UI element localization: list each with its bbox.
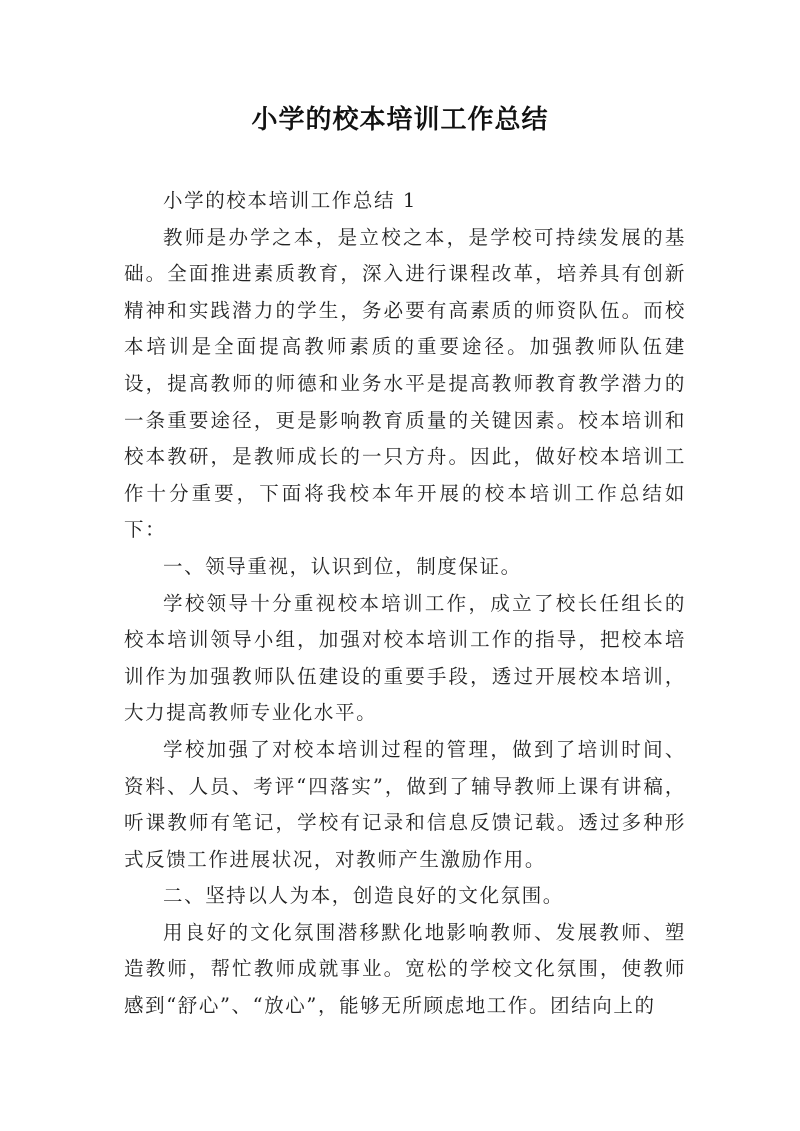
section-heading: 一、领导重视，认识到位，制度保证。 (163, 554, 522, 578)
document-title: 小学的校本培训工作总结 (251, 105, 549, 135)
paragraph: 教师是办学之本，是立校之本，是学校可持续发展的基础。全面推进素质教育，深入进行课程改革，培养具有创新精神和实践潜力的学生，务必要有高素质的师资队伍。而校本培训是全面提高教师素质的重要途径。加强教师队伍建设，提高教师的师德和业务水平是提高教师教育教学潜力的一条重要途径，更是影响教育质量的关键因素。校本培训和校本教研，是教师成长的一只方舟。因此，做好校本培训工作十分重要，下面将我校本年开展的校本培训工作总结如下： (124, 225, 686, 542)
section-heading: 小学的校本培训工作总结 1 (163, 189, 417, 212)
document-body (124, 183, 686, 1025)
paragraph: 学校加强了对校本培训过程的管理，做到了培训时间、资料、人员、考评“四落实”，做到了辅导教师上课有讲稿，听课教师有笔记，学校有记录和信息反馈记载。透过多种形式反馈工作进展状况，对教师产生激励作用。 (124, 737, 686, 871)
section-heading: 二、坚持以人为本，创造良好的文化氛围。 (163, 884, 564, 908)
paragraph: 学校领导十分重视校本培训工作，成立了校长任组长的校本培训领导小组，加强对校本培训工作的指导，把校本培训作为加强教师队伍建设的重要手段，透过开展校本培训，大力提高教师专业化水平。 (124, 591, 686, 725)
paragraph: 用良好的文化氛围潜移默化地影响教师、发展教师、塑造教师，帮忙教师成就事业。宽松的学校文化氛围，使教师感到“舒心”、“放心”，能够无所顾虑地工作。团结向上的 (124, 920, 686, 1018)
